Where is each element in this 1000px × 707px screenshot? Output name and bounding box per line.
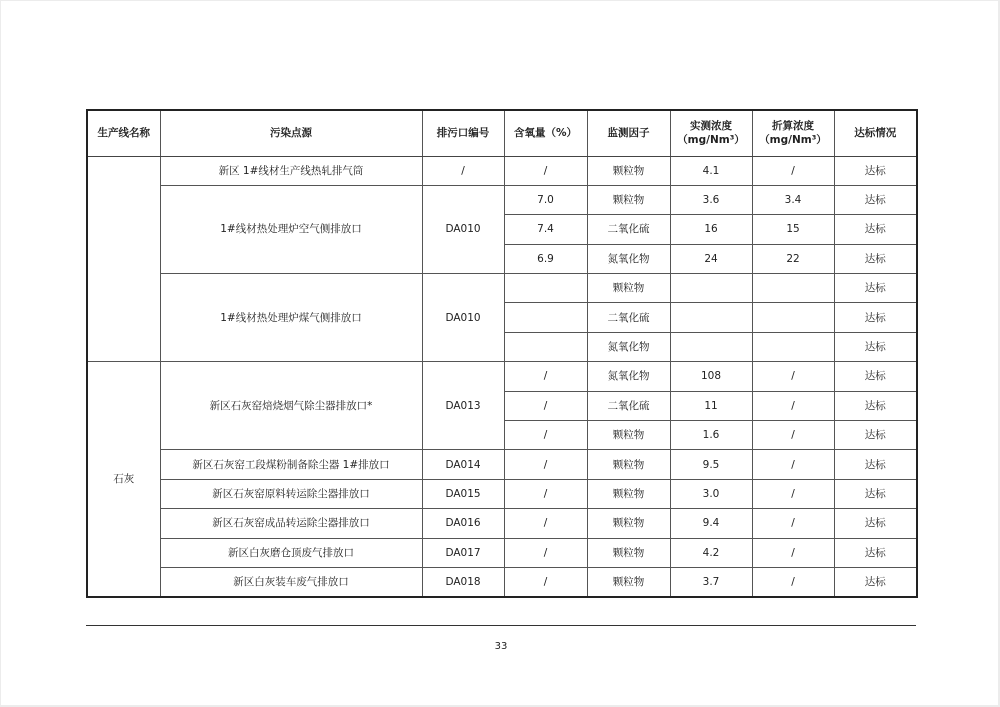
outlet-cell: / xyxy=(422,156,504,185)
header-converted-label: 折算浓度 xyxy=(772,120,814,133)
table-row xyxy=(87,362,917,391)
outlet-cell: DA013 xyxy=(422,362,504,450)
source-cell: 新区石灰窑成品转运除尘器排放口 xyxy=(160,509,422,538)
header-converted-unit: （mg/Nm³） xyxy=(759,134,827,147)
measured-cell: 24 xyxy=(670,244,752,273)
factor-cell: 颗粒物 xyxy=(587,538,670,567)
table-row xyxy=(87,274,917,303)
converted-cell: / xyxy=(752,450,834,479)
measured-cell: 9.5 xyxy=(670,450,752,479)
outlet-cell: DA018 xyxy=(422,567,504,596)
outlet-cell: DA010 xyxy=(422,274,504,362)
status-cell: 达标 xyxy=(834,215,917,244)
status-cell: 达标 xyxy=(834,391,917,420)
source-cell: 新区 1#线材生产线热轧排气筒 xyxy=(160,156,422,185)
measured-cell: 4.2 xyxy=(670,538,752,567)
header-factor: 监测因子 xyxy=(587,110,670,156)
measured-cell: 4.1 xyxy=(670,156,752,185)
table-row xyxy=(87,538,917,567)
oxygen-cell: / xyxy=(504,421,587,450)
header-line: 生产线名称 xyxy=(87,110,160,156)
document-page xyxy=(1,1,998,705)
table-row xyxy=(87,156,917,185)
converted-cell: / xyxy=(752,479,834,508)
status-cell: 达标 xyxy=(834,567,917,596)
measured-cell xyxy=(670,332,752,361)
oxygen-cell: 7.0 xyxy=(504,185,587,214)
converted-cell: 15 xyxy=(752,215,834,244)
source-cell: 新区石灰窑工段煤粉制备除尘器 1#排放口 xyxy=(160,450,422,479)
factor-cell: 氮氧化物 xyxy=(587,362,670,391)
source-cell: 1#线材热处理炉空气侧排放口 xyxy=(160,185,422,273)
table-row xyxy=(87,450,917,479)
measured-cell: 3.6 xyxy=(670,185,752,214)
table-row xyxy=(87,185,917,214)
converted-cell: / xyxy=(752,421,834,450)
status-cell: 达标 xyxy=(834,274,917,303)
oxygen-cell: / xyxy=(504,156,587,185)
status-cell: 达标 xyxy=(834,479,917,508)
status-cell: 达标 xyxy=(834,450,917,479)
status-cell: 达标 xyxy=(834,362,917,391)
converted-cell: 3.4 xyxy=(752,185,834,214)
status-cell: 达标 xyxy=(834,421,917,450)
factor-cell: 颗粒物 xyxy=(587,156,670,185)
factor-cell: 颗粒物 xyxy=(587,567,670,596)
factor-cell: 颗粒物 xyxy=(587,185,670,214)
oxygen-cell: / xyxy=(504,479,587,508)
converted-cell: / xyxy=(752,156,834,185)
table-row xyxy=(87,509,917,538)
oxygen-cell: / xyxy=(504,450,587,479)
footer-divider xyxy=(86,625,916,626)
oxygen-cell xyxy=(504,303,587,332)
outlet-cell: DA015 xyxy=(422,479,504,508)
header-outlet: 排污口编号 xyxy=(422,110,504,156)
converted-cell: / xyxy=(752,567,834,596)
converted-cell: / xyxy=(752,538,834,567)
factor-cell: 颗粒物 xyxy=(587,479,670,508)
factor-cell: 颗粒物 xyxy=(587,509,670,538)
oxygen-cell: 6.9 xyxy=(504,244,587,273)
header-measured-unit: （mg/Nm³） xyxy=(677,134,745,147)
header-measured-label: 实测浓度 xyxy=(690,120,732,133)
oxygen-cell: / xyxy=(504,391,587,420)
status-cell: 达标 xyxy=(834,303,917,332)
status-cell: 达标 xyxy=(834,509,917,538)
measured-cell: 108 xyxy=(670,362,752,391)
oxygen-cell: 7.4 xyxy=(504,215,587,244)
emission-monitoring-table xyxy=(86,109,918,598)
factor-cell: 颗粒物 xyxy=(587,450,670,479)
measured-cell: 3.0 xyxy=(670,479,752,508)
outlet-cell: DA017 xyxy=(422,538,504,567)
status-cell: 达标 xyxy=(834,332,917,361)
header-status: 达标情况 xyxy=(834,110,917,156)
status-cell: 达标 xyxy=(834,244,917,273)
measured-cell: 11 xyxy=(670,391,752,420)
outlet-cell: DA010 xyxy=(422,185,504,273)
converted-cell: / xyxy=(752,391,834,420)
measured-cell xyxy=(670,274,752,303)
converted-cell: 22 xyxy=(752,244,834,273)
factor-cell: 氮氧化物 xyxy=(587,244,670,273)
table-row xyxy=(87,479,917,508)
factor-cell: 颗粒物 xyxy=(587,274,670,303)
oxygen-cell: / xyxy=(504,567,587,596)
status-cell: 达标 xyxy=(834,185,917,214)
status-cell: 达标 xyxy=(834,156,917,185)
oxygen-cell: / xyxy=(504,362,587,391)
measured-cell xyxy=(670,303,752,332)
factor-cell: 二氧化硫 xyxy=(587,303,670,332)
measured-cell: 3.7 xyxy=(670,567,752,596)
converted-cell xyxy=(752,303,834,332)
oxygen-cell xyxy=(504,274,587,303)
source-cell: 1#线材热处理炉煤气侧排放口 xyxy=(160,274,422,362)
table-row xyxy=(87,567,917,596)
measured-cell: 16 xyxy=(670,215,752,244)
oxygen-cell xyxy=(504,332,587,361)
header-measured xyxy=(670,110,752,156)
header-oxygen: 含氧量（%） xyxy=(504,110,587,156)
source-cell: 新区石灰窑原料转运除尘器排放口 xyxy=(160,479,422,508)
converted-cell: / xyxy=(752,362,834,391)
header-converted xyxy=(752,110,834,156)
measured-cell: 9.4 xyxy=(670,509,752,538)
line-cell-blank xyxy=(87,156,160,362)
oxygen-cell: / xyxy=(504,538,587,567)
measured-cell: 1.6 xyxy=(670,421,752,450)
converted-cell: / xyxy=(752,509,834,538)
oxygen-cell: / xyxy=(504,509,587,538)
source-cell: 新区石灰窑焙烧烟气除尘器排放口* xyxy=(160,362,422,450)
source-cell: 新区白灰装车废气排放口 xyxy=(160,567,422,596)
line-cell-lime: 石灰 xyxy=(87,362,160,597)
outlet-cell: DA014 xyxy=(422,450,504,479)
table-header-row xyxy=(87,110,917,156)
header-source: 污染点源 xyxy=(160,110,422,156)
factor-cell: 氮氧化物 xyxy=(587,332,670,361)
status-cell: 达标 xyxy=(834,538,917,567)
outlet-cell: DA016 xyxy=(422,509,504,538)
factor-cell: 二氧化硫 xyxy=(587,215,670,244)
converted-cell xyxy=(752,274,834,303)
factor-cell: 颗粒物 xyxy=(587,421,670,450)
page-number: 33 xyxy=(494,641,508,652)
factor-cell: 二氧化硫 xyxy=(587,391,670,420)
converted-cell xyxy=(752,332,834,361)
source-cell: 新区白灰磨仓顶废气排放口 xyxy=(160,538,422,567)
